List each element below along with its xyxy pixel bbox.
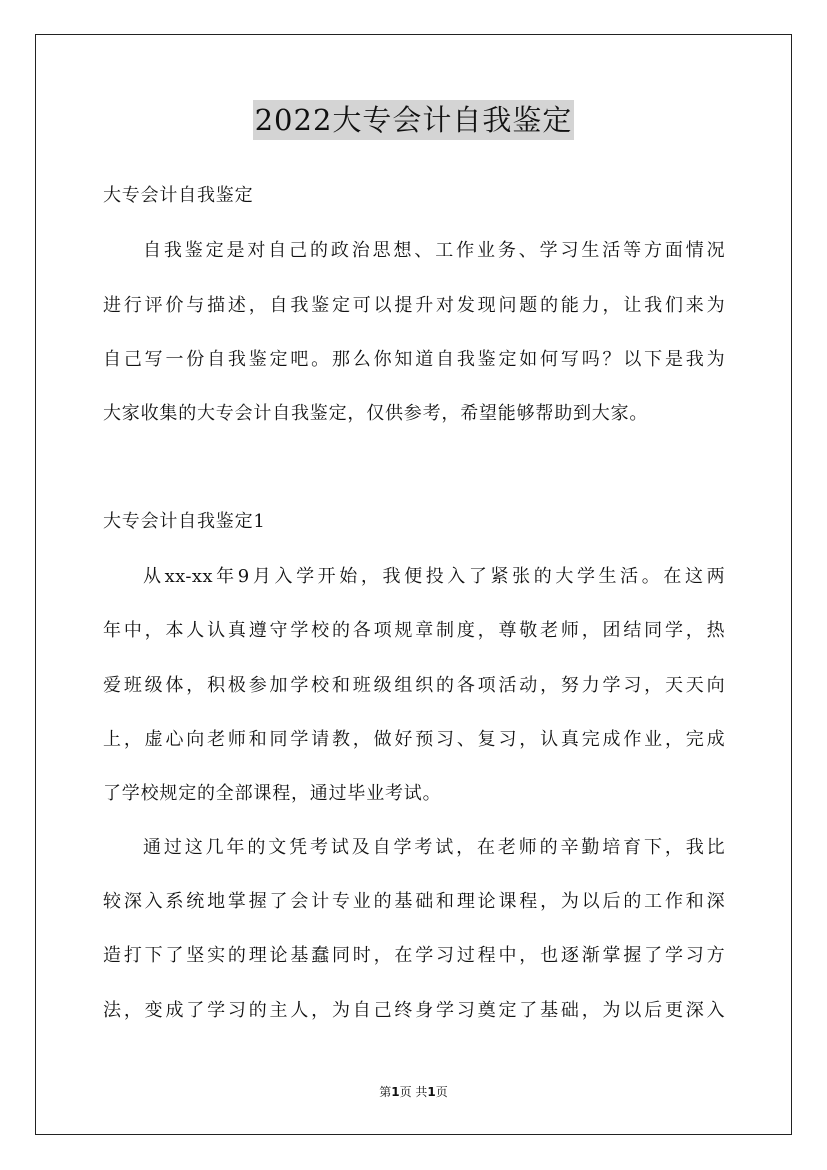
subheading: 大专会计自我鉴定	[103, 185, 254, 206]
section-heading: 大专会计自我鉴定1	[103, 511, 266, 532]
footer-suffix: 页	[435, 1085, 448, 1099]
intro-line: 自我鉴定是对自己的政治思想、工作业务、学习生活等方面情况	[143, 240, 725, 261]
paragraph-line: 爱班级体，积极参加学校和班级组织的各项活动，努力学习，天天向	[103, 675, 725, 696]
paragraph-line: 从xx-xx年9月入学开始，我便投入了紧张的大学生活。在这两	[143, 566, 725, 587]
paragraph-line: 造打下了坚实的理论基蠢同时，在学习过程中，也逐渐掌握了学习方	[103, 945, 725, 966]
intro-line: 大家收集的大专会计自我鉴定，仅供参考，希望能够帮助到大家。	[103, 403, 649, 424]
intro-line: 自己写一份自我鉴定吧。那么你知道自我鉴定如何写吗？以下是我为	[103, 349, 725, 370]
document-title: 2022大专会计自我鉴定	[253, 100, 575, 140]
paragraph-line: 年中，本人认真遵守学校的各项规章制度，尊敬老师，团结同学，热	[103, 620, 725, 641]
page-footer	[0, 1083, 827, 1100]
paragraph-line: 法，变成了学习的主人，为自己终身学习奠定了基础，为以后更深入	[103, 1000, 725, 1021]
footer-mid: 页 共	[399, 1085, 428, 1099]
footer-page-number: 1	[391, 1085, 400, 1099]
footer-total-pages: 1	[427, 1085, 436, 1099]
paragraph-line: 通过这几年的文凭考试及自学考试，在老师的辛勤培育下，我比	[143, 837, 725, 858]
title-wrap	[0, 100, 827, 140]
paragraph-line: 了学校规定的全部课程，通过毕业考试。	[103, 783, 442, 804]
footer-prefix: 第	[379, 1085, 392, 1099]
paragraph-line: 上，虚心向老师和同学请教，做好预习、复习，认真完成作业，完成	[103, 729, 725, 750]
paragraph-line: 较深入系统地掌握了会计专业的基础和理论课程，为以后的工作和深	[103, 891, 725, 912]
intro-line: 进行评价与描述，自我鉴定可以提升对发现问题的能力，让我们来为	[103, 295, 725, 316]
